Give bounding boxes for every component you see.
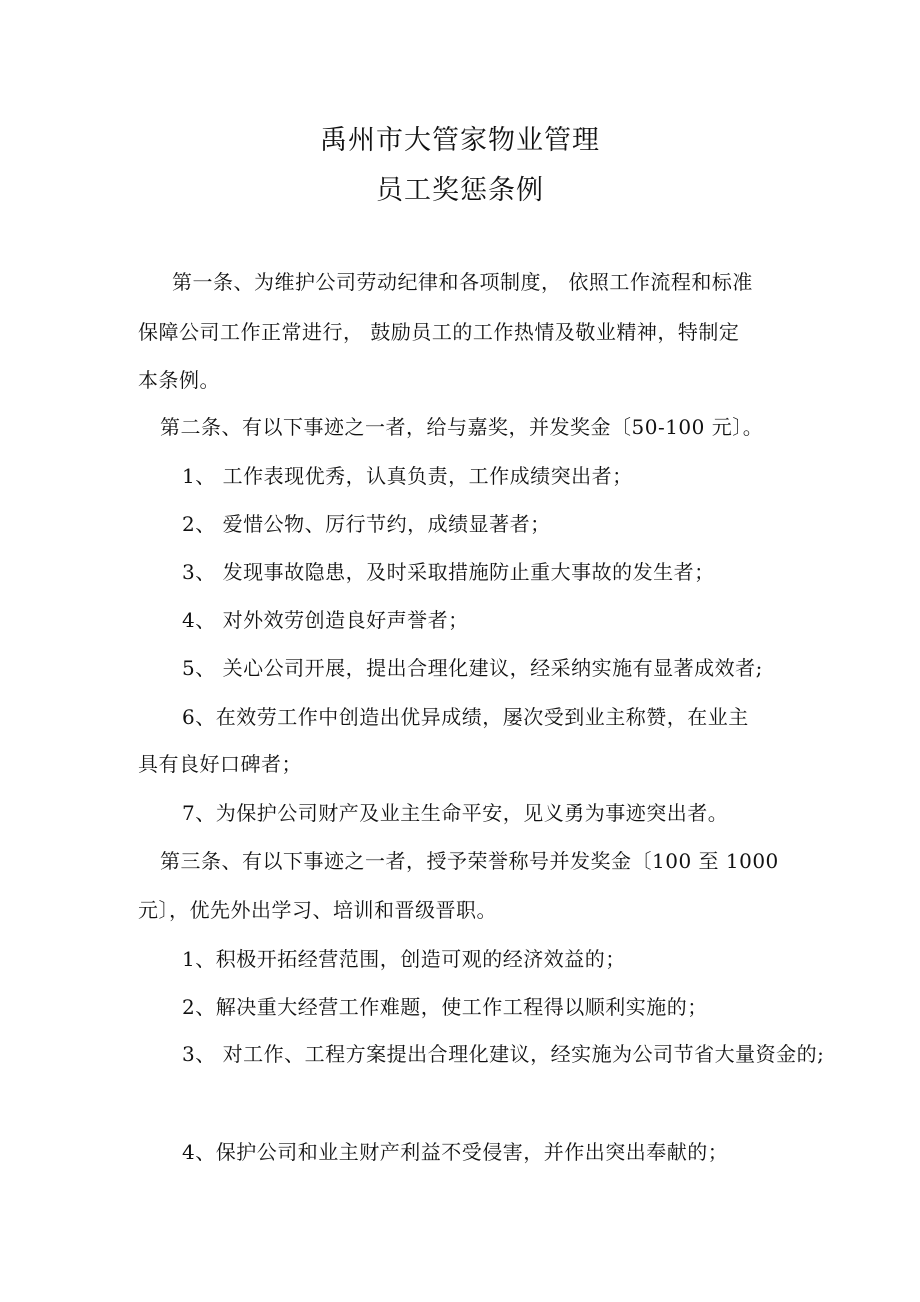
article2-item: 4、 对外效劳创造良好声誉者； xyxy=(182,608,469,632)
article2-item: 1、 工作表现优秀，认真负责，工作成绩突出者； xyxy=(182,464,633,488)
article1-line3: 本条例。 xyxy=(138,368,220,392)
article2-item: 5、 关心公司开展，提出合理化建议，经采纳实施有显著成效者; xyxy=(182,656,763,680)
article2-item-continuation: 具有良好口碑者； xyxy=(138,752,302,776)
article1-line2: 保障公司工作正常进行， 鼓励员工的工作热情及敬业精神，特制定 xyxy=(138,320,740,344)
article3-item: 4、保护公司和业主财产利益不受侵害，并作出突出奉献的； xyxy=(182,1140,729,1164)
article3-item: 2、解决重大经营工作难题，使工作工程得以顺利实施的； xyxy=(182,995,708,1019)
article3-heading-line2: 元〕，优先外出学习、培训和晋级晋职。 xyxy=(138,898,497,922)
article3-item: 3、 对工作、工程方案提出合理化建议，经实施为公司节省大量资金的; xyxy=(182,1042,825,1066)
article2-item: 6、在效劳工作中创造出优异成绩，屡次受到业主称赞，在业主 xyxy=(182,705,749,729)
document-title-line2: 员工奖惩条例 xyxy=(376,175,544,206)
article2-item: 3、 发现事故隐患，及时采取措施防止重大事故的发生者； xyxy=(182,560,715,584)
document-title-line1: 禹州市大管家物业管理 xyxy=(320,125,600,156)
article3-heading-line1: 第三条、有以下事迹之一者，授予荣誉称号并发奖金〔100 至 1000 xyxy=(160,849,779,873)
article2-item: 2、 爱惜公物、厉行节约，成绩显著者； xyxy=(182,512,551,536)
article2-item: 7、为保护公司财产及业主生命平安，见义勇为事迹突出者。 xyxy=(182,801,729,825)
article2-heading: 第二条、有以下事迹之一者，给与嘉奖，并发奖金〔50-100 元〕。 xyxy=(160,415,764,439)
article1-line1: 第一条、为维护公司劳动纪律和各项制度， 依照工作流程和标准 xyxy=(172,270,753,294)
article3-item: 1、积极开拓经营范围，创造可观的经济效益的； xyxy=(182,947,626,971)
